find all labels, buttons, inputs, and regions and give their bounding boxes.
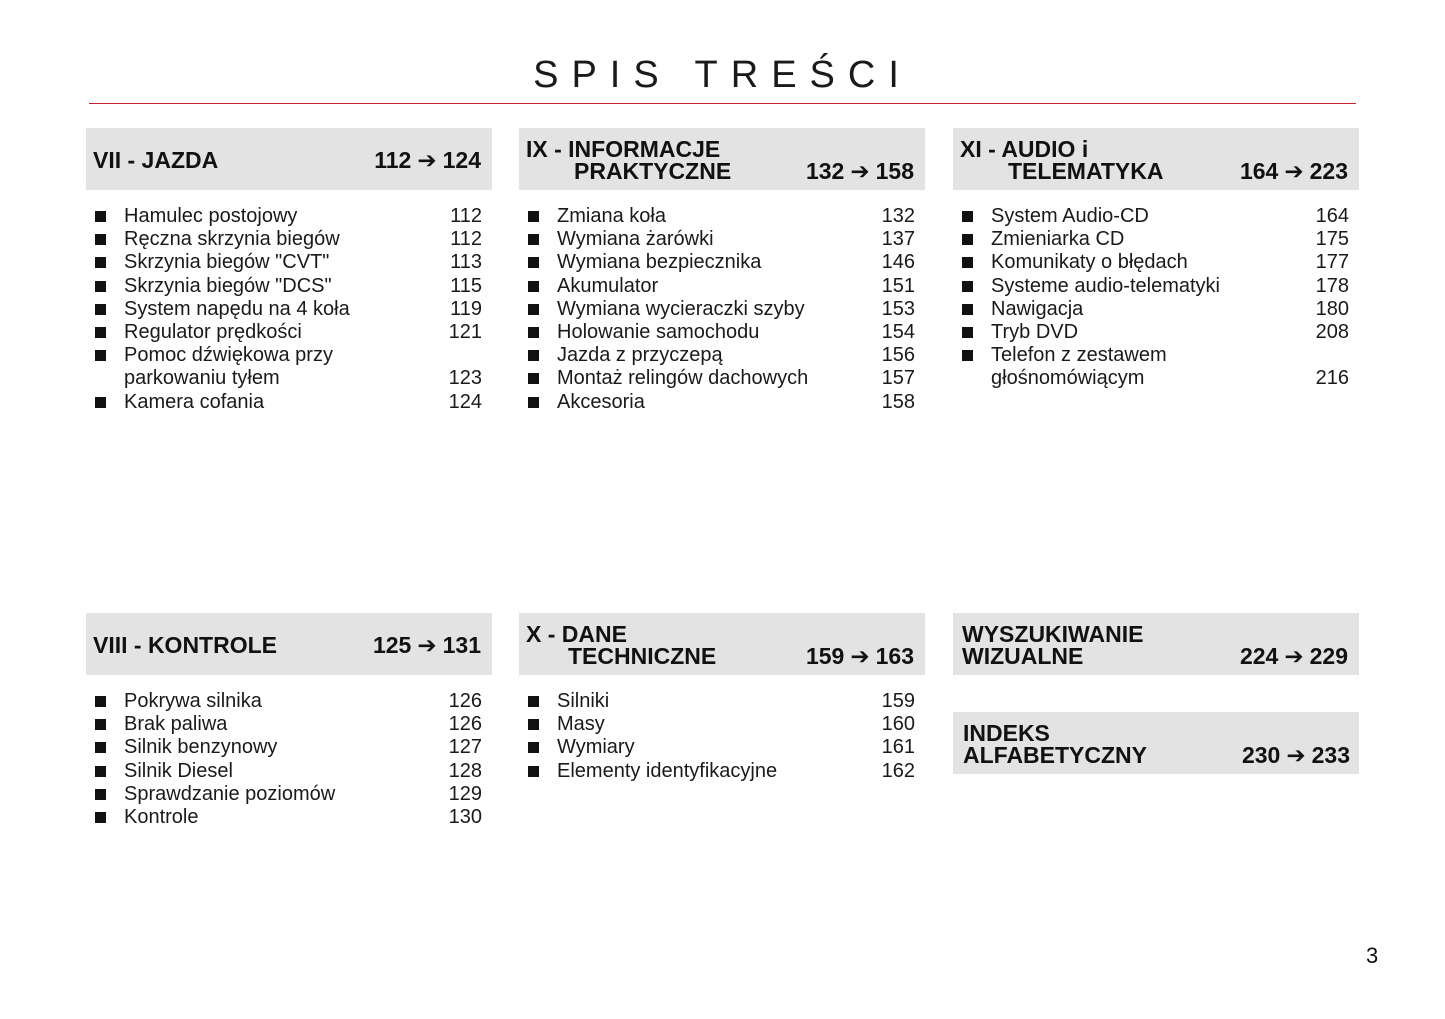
toc-entry[interactable] bbox=[953, 205, 1359, 228]
entry-label: Brak paliwa bbox=[124, 713, 228, 736]
toc-list bbox=[953, 205, 1359, 391]
toc-entry[interactable] bbox=[519, 205, 925, 228]
entry-page: 124 bbox=[448, 390, 482, 413]
entry-page: 129 bbox=[448, 782, 482, 805]
toc-entry[interactable] bbox=[953, 228, 1359, 251]
toc-list bbox=[519, 205, 925, 414]
entry-page: 137 bbox=[881, 228, 915, 251]
entry-label: Silniki bbox=[557, 690, 610, 712]
entry-label: Kamera cofania bbox=[124, 390, 265, 413]
toc-entry[interactable] bbox=[86, 806, 492, 829]
section-wyszukiwanie-wizualne bbox=[953, 613, 1359, 675]
entry-label: Systeme audio-telematyki bbox=[991, 274, 1220, 297]
page-range bbox=[373, 632, 481, 659]
toc-entry[interactable] bbox=[86, 298, 492, 321]
entry-page: 128 bbox=[448, 759, 482, 782]
entry-page: 180 bbox=[1315, 297, 1349, 320]
page-range bbox=[1242, 742, 1350, 769]
entry-page: 154 bbox=[881, 321, 915, 344]
entry-label: Jazda z przyczepą bbox=[557, 344, 723, 367]
entry-page: 153 bbox=[881, 297, 915, 320]
entry-label: Skrzynia biegów "CVT" bbox=[124, 251, 330, 274]
section-kontrole bbox=[86, 613, 492, 829]
range-to: 223 bbox=[1309, 158, 1348, 184]
range-from: 230 bbox=[1241, 742, 1281, 768]
toc-entry[interactable] bbox=[953, 275, 1359, 298]
section-title-cont: WIZUALNE bbox=[962, 643, 1084, 669]
arrow-right-icon: ➔ bbox=[850, 158, 870, 184]
page-number: 3 bbox=[1366, 943, 1379, 968]
entry-page: 178 bbox=[1315, 274, 1349, 297]
section-title-cont: ALFABETYCZNY bbox=[963, 742, 1147, 768]
toc-entry[interactable] bbox=[519, 275, 925, 298]
entry-label: Montaż relingów dachowych bbox=[557, 367, 809, 390]
entry-label: Pokrywa silnika bbox=[124, 690, 262, 712]
section-title: WYSZUKIWANIE bbox=[962, 621, 1144, 647]
entry-page: 157 bbox=[881, 367, 915, 390]
range-to: 131 bbox=[442, 632, 481, 658]
entry-label: Sprawdzanie poziomów bbox=[124, 782, 336, 805]
page-range bbox=[806, 643, 914, 670]
page-title: SPIS TREŚCI bbox=[533, 54, 912, 96]
entry-label: Silnik Diesel bbox=[124, 759, 233, 782]
toc-entry[interactable] bbox=[519, 367, 925, 390]
toc-entry[interactable] bbox=[519, 760, 925, 783]
toc-entry[interactable] bbox=[86, 713, 492, 736]
toc-entry[interactable] bbox=[953, 298, 1359, 321]
range-from: 132 bbox=[805, 158, 845, 184]
entry-page: 132 bbox=[881, 205, 915, 227]
range-from: 224 bbox=[1239, 643, 1279, 669]
section-title: INDEKS bbox=[963, 720, 1050, 746]
range-to: 163 bbox=[875, 643, 914, 669]
entry-page: 158 bbox=[881, 390, 915, 413]
section-title: VIII - KONTROLE bbox=[93, 632, 277, 658]
entry-label: Silnik benzynowy bbox=[124, 736, 278, 759]
entry-page: 208 bbox=[1315, 321, 1349, 344]
entry-page: 175 bbox=[1315, 228, 1349, 251]
section-audio-telematyka bbox=[953, 128, 1359, 391]
entry-page: 164 bbox=[1315, 205, 1349, 227]
entry-label: Wymiary bbox=[557, 736, 635, 759]
toc-entry[interactable] bbox=[519, 321, 925, 344]
entry-page: 121 bbox=[448, 321, 482, 344]
entry-label: Nawigacja bbox=[991, 297, 1084, 320]
range-to: 124 bbox=[442, 147, 481, 173]
title-divider bbox=[89, 103, 1356, 104]
entry-label: Akumulator bbox=[557, 274, 659, 297]
entry-page: 126 bbox=[448, 713, 482, 736]
entry-label: Zmiana koła bbox=[557, 205, 666, 227]
toc-entry[interactable] bbox=[519, 298, 925, 321]
entry-label: Wymiana bezpiecznika bbox=[557, 251, 762, 274]
arrow-right-icon: ➔ bbox=[1286, 742, 1306, 768]
page-range bbox=[806, 158, 914, 185]
toc-entry[interactable] bbox=[86, 275, 492, 298]
entry-page: 130 bbox=[448, 806, 482, 829]
entry-label: Kontrole bbox=[124, 806, 199, 829]
range-to: 233 bbox=[1311, 742, 1350, 768]
entry-label: Holowanie samochodu bbox=[557, 321, 760, 344]
toc-list bbox=[86, 690, 492, 829]
entry-page: 177 bbox=[1315, 251, 1349, 274]
entry-page: 113 bbox=[450, 251, 482, 274]
arrow-right-icon: ➔ bbox=[1284, 643, 1304, 669]
section-dane-techniczne bbox=[519, 613, 925, 783]
section-title-cont: TECHNICZNE bbox=[568, 643, 717, 669]
range-to: 229 bbox=[1309, 643, 1348, 669]
range-to: 158 bbox=[875, 158, 914, 184]
entry-label: Hamulec postojowy bbox=[124, 205, 298, 227]
arrow-right-icon: ➔ bbox=[1284, 158, 1304, 184]
entry-label-cont: głośnomówiącym bbox=[991, 367, 1145, 390]
entry-label: Masy bbox=[557, 713, 605, 736]
section-header[interactable] bbox=[519, 128, 925, 190]
section-jazda bbox=[86, 128, 492, 414]
entry-label: Wymiana żarówki bbox=[557, 228, 714, 251]
section-header[interactable] bbox=[953, 712, 1359, 774]
toc-entry[interactable] bbox=[953, 321, 1359, 344]
entry-page: 146 bbox=[881, 251, 915, 274]
entry-label: Skrzynia biegów "DCS" bbox=[124, 274, 332, 297]
toc-entry[interactable] bbox=[519, 391, 925, 414]
toc-entry[interactable] bbox=[86, 760, 492, 783]
entry-page: 119 bbox=[450, 297, 482, 320]
range-from: 112 bbox=[374, 147, 412, 173]
section-header[interactable] bbox=[86, 128, 492, 190]
section-title: X - DANE bbox=[526, 621, 627, 647]
entry-page: 156 bbox=[881, 344, 915, 367]
toc-entry[interactable] bbox=[519, 713, 925, 736]
page-range bbox=[1240, 643, 1348, 670]
entry-label-cont: parkowaniu tyłem bbox=[124, 367, 280, 390]
entry-label: Regulator prędkości bbox=[124, 321, 302, 344]
toc-entry[interactable] bbox=[86, 251, 492, 274]
toc-list bbox=[519, 690, 925, 783]
arrow-right-icon: ➔ bbox=[417, 632, 437, 658]
toc-entry[interactable] bbox=[519, 251, 925, 274]
section-indeks-alfabetyczny bbox=[953, 712, 1359, 774]
entry-label: System Audio-CD bbox=[991, 205, 1149, 227]
entry-label: Tryb DVD bbox=[991, 321, 1079, 344]
arrow-right-icon: ➔ bbox=[850, 643, 870, 669]
section-title: VII - JAZDA bbox=[93, 147, 219, 173]
entry-label: Akcesoria bbox=[557, 390, 645, 413]
toc-entry[interactable] bbox=[519, 736, 925, 759]
entry-page: 115 bbox=[450, 274, 482, 297]
toc-entry[interactable] bbox=[86, 391, 492, 414]
toc-entry[interactable] bbox=[953, 251, 1359, 274]
toc-entry[interactable] bbox=[86, 690, 492, 713]
section-header[interactable] bbox=[953, 128, 1359, 190]
range-from: 164 bbox=[1239, 158, 1279, 184]
toc-entry[interactable] bbox=[86, 205, 492, 228]
section-header[interactable] bbox=[86, 613, 492, 675]
section-header[interactable] bbox=[519, 613, 925, 675]
entry-label: Komunikaty o błędach bbox=[991, 251, 1188, 274]
entry-label: Telefon z zestawem bbox=[991, 344, 1167, 367]
range-from: 125 bbox=[372, 632, 412, 658]
entry-page: 216 bbox=[1315, 367, 1349, 390]
entry-page: 112 bbox=[450, 205, 482, 227]
toc-entry[interactable] bbox=[86, 344, 492, 390]
page-range bbox=[1240, 158, 1348, 185]
entry-page: 112 bbox=[450, 228, 482, 251]
toc-entry[interactable] bbox=[86, 783, 492, 806]
entry-label: System napędu na 4 koła bbox=[124, 297, 350, 320]
toc-entry[interactable] bbox=[519, 344, 925, 367]
section-informacje-praktyczne bbox=[519, 128, 925, 414]
toc-entry[interactable] bbox=[519, 690, 925, 713]
arrow-right-icon: ➔ bbox=[417, 147, 437, 173]
entry-page: 151 bbox=[881, 274, 915, 297]
entry-label: Elementy identyfikacyjne bbox=[557, 759, 778, 782]
entry-page: 160 bbox=[881, 713, 915, 736]
entry-page: 126 bbox=[448, 690, 482, 712]
section-title: IX - INFORMACJE bbox=[526, 136, 721, 162]
range-from: 159 bbox=[805, 643, 845, 669]
entry-label: Ręczna skrzynia biegów bbox=[124, 228, 340, 251]
entry-label: Wymiana wycieraczki szyby bbox=[557, 297, 805, 320]
section-title: XI - AUDIO i bbox=[960, 136, 1089, 162]
entry-page: 161 bbox=[881, 736, 915, 759]
page-range bbox=[374, 147, 481, 174]
toc-entry[interactable] bbox=[86, 228, 492, 251]
entry-page: 127 bbox=[448, 736, 482, 759]
section-title-cont: TELEMATYKA bbox=[1008, 158, 1164, 184]
toc-entry[interactable] bbox=[953, 344, 1359, 390]
entry-label: Pomoc dźwiękowa przy bbox=[124, 344, 333, 367]
section-title-cont: PRAKTYCZNE bbox=[574, 158, 732, 184]
entry-page: 123 bbox=[448, 367, 482, 390]
toc-list bbox=[86, 205, 492, 414]
entry-page: 159 bbox=[881, 690, 915, 712]
entry-page: 162 bbox=[881, 759, 915, 782]
toc-entry[interactable] bbox=[519, 228, 925, 251]
section-header[interactable] bbox=[953, 613, 1359, 675]
toc-entry[interactable] bbox=[86, 321, 492, 344]
toc-entry[interactable] bbox=[86, 736, 492, 759]
entry-label: Zmieniarka CD bbox=[991, 228, 1125, 251]
